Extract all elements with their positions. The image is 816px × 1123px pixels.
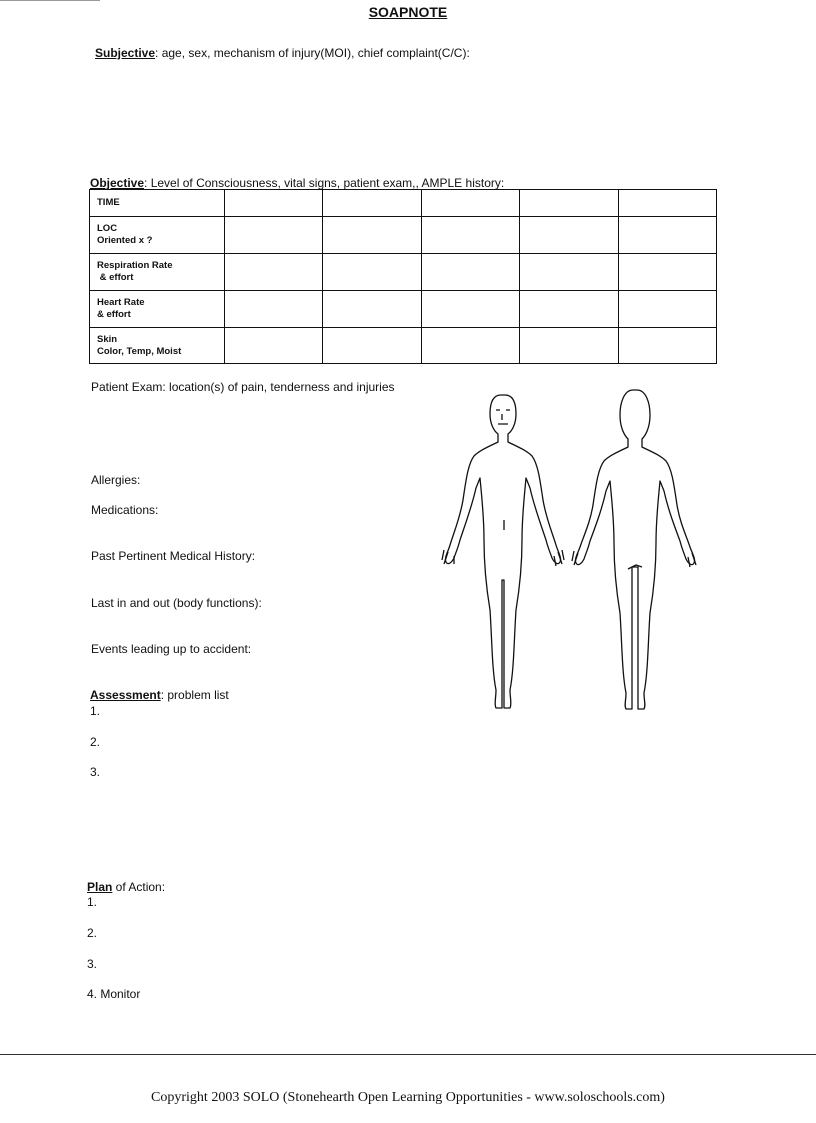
table-cell[interactable] — [618, 328, 716, 364]
copyright-notice: Copyright 2003 SOLO (Stonehearth Open Learning Opportunities - www.soloschools.com) — [151, 1090, 665, 1105]
table-cell[interactable] — [618, 217, 716, 254]
table-cell[interactable] — [421, 190, 519, 217]
table-cell[interactable] — [421, 217, 519, 254]
body-back-diagram — [570, 385, 700, 715]
row-header-skin: Skin Color, Temp, Moist — [90, 328, 225, 364]
plan-heading — [87, 880, 165, 894]
scan-edge-line — [0, 0, 100, 1]
table-cell[interactable] — [520, 190, 618, 217]
table-row — [90, 291, 717, 328]
subjective-label: Subjective — [95, 46, 156, 60]
table-cell[interactable] — [618, 190, 716, 217]
footer-divider — [0, 1054, 816, 1055]
plan-text: of Action: — [112, 880, 166, 894]
row-header-time: TIME — [90, 190, 225, 217]
plan-item-2: 2. — [87, 926, 98, 940]
objective-label: Objective — [90, 176, 145, 190]
row-header-heart-rate: Heart Rate & effort — [90, 291, 225, 328]
assessment-heading — [90, 688, 229, 702]
row-header-loc: LOC Oriented x ? — [90, 217, 225, 254]
plan-item-1: 1. — [87, 895, 98, 909]
subjective-text: : age, sex, mechanism of injury(MOI), chief complaint(C/C): — [155, 46, 470, 60]
table-cell[interactable] — [520, 291, 618, 328]
plan-item-3: 3. — [87, 957, 98, 971]
table-cell[interactable] — [225, 291, 323, 328]
subjective-heading — [95, 46, 470, 60]
body-front-diagram — [438, 390, 568, 715]
table-row — [90, 254, 717, 291]
table-cell[interactable] — [323, 217, 421, 254]
table-cell[interactable] — [225, 190, 323, 217]
assessment-item-3: 3. — [90, 765, 101, 779]
page-title: SOAPNOTE — [368, 4, 448, 20]
row-header-respiration: Respiration Rate & effort — [90, 254, 225, 291]
table-cell[interactable] — [323, 190, 421, 217]
table-cell[interactable] — [618, 291, 716, 328]
last-in-out-label: Last in and out (body functions): — [91, 596, 262, 610]
assessment-item-2: 2. — [90, 735, 101, 749]
table-cell[interactable] — [421, 328, 519, 364]
table-cell[interactable] — [225, 328, 323, 364]
table-cell[interactable] — [520, 254, 618, 291]
objective-text: : Level of Consciousness, vital signs, patient exam,, AMPLE history: — [144, 176, 505, 190]
table-cell[interactable] — [225, 254, 323, 291]
table-row — [90, 190, 717, 217]
table-cell[interactable] — [225, 217, 323, 254]
table-cell[interactable] — [520, 217, 618, 254]
plan-item-4: 4. Monitor — [87, 987, 141, 1001]
table-cell[interactable] — [323, 328, 421, 364]
plan-label: Plan — [87, 880, 113, 894]
table-cell[interactable] — [323, 254, 421, 291]
patient-exam-label: Patient Exam: location(s) of pain, tenderness and injuries — [91, 380, 395, 394]
table-cell[interactable] — [520, 328, 618, 364]
objective-heading — [90, 176, 504, 190]
table-cell[interactable] — [421, 291, 519, 328]
events-label: Events leading up to accident: — [91, 642, 252, 656]
medical-history-label: Past Pertinent Medical History: — [91, 549, 256, 563]
table-cell[interactable] — [323, 291, 421, 328]
table-cell[interactable] — [618, 254, 716, 291]
assessment-text: : problem list — [160, 688, 229, 702]
table-cell[interactable] — [421, 254, 519, 291]
assessment-label: Assessment — [90, 688, 161, 702]
vital-signs-table — [89, 189, 717, 364]
table-row — [90, 217, 717, 254]
assessment-item-1: 1. — [90, 704, 101, 718]
table-row — [90, 328, 717, 364]
allergies-label: Allergies: — [91, 473, 141, 487]
medications-label: Medications: — [91, 503, 159, 517]
